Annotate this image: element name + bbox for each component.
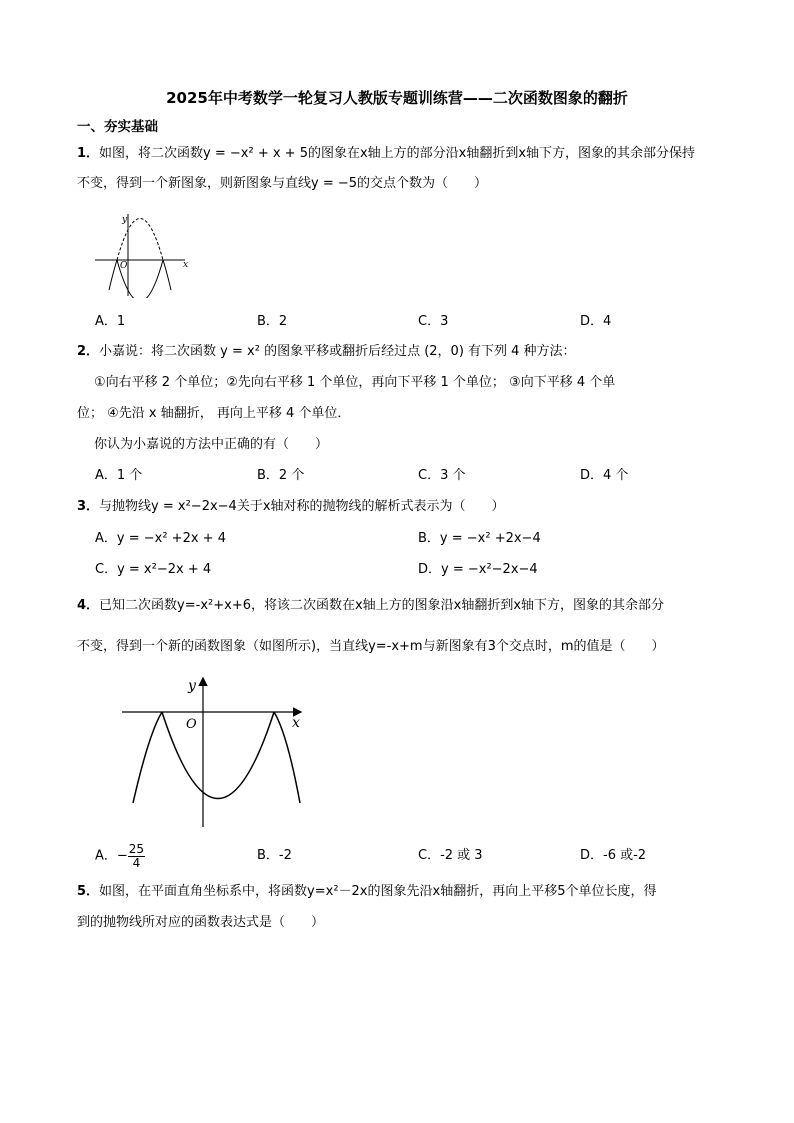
q4-option-a[interactable] bbox=[95, 843, 145, 870]
q3-option-d[interactable]: D．y = −x²−2x−4 bbox=[418, 562, 538, 577]
q1-origin-label: O bbox=[120, 261, 128, 271]
question-1-line-1 bbox=[77, 145, 695, 163]
q2-option-a[interactable]: A．1 个 bbox=[95, 468, 143, 483]
question-2-line-4: 你认为小嘉说的方法中正确的有（ ） bbox=[94, 437, 329, 452]
question-4-number: 4． bbox=[77, 598, 100, 613]
q2-option-b[interactable]: B．2 个 bbox=[257, 468, 305, 483]
question-4-line-2: 不变，得到一个新的函数图象（如图所示)，当直线y=-x+m与新图象有3个交点时，m的值是（ ） bbox=[77, 639, 665, 654]
question-5-number: 5． bbox=[77, 884, 100, 899]
q1-right-branch bbox=[163, 260, 171, 290]
q3-option-c[interactable]: C．y = x²−2x + 4 bbox=[95, 562, 212, 577]
question-5-line-2: 到的抛物线所对应的函数表达式是（ ） bbox=[77, 915, 325, 930]
question-3-number: 3． bbox=[77, 499, 100, 514]
q4-y-label: y bbox=[188, 678, 196, 694]
q3-option-b[interactable]: B．y = −x² +2x−4 bbox=[418, 531, 541, 546]
q1-option-b[interactable]: B．2 bbox=[257, 314, 288, 329]
question-1-text-1: 如图，将二次函数y = −x² + x + 5的图象在x轴上方的部分沿x轴翻折到x轴下方，图象的其余部分保持 bbox=[99, 146, 696, 161]
question-2-line-2: ①向右平移 2 个单位；②先向右平移 1 个单位，再向下平移 1 个单位； ③向下平移 4 个单 bbox=[94, 375, 616, 390]
q1-option-d[interactable]: D．4 bbox=[580, 314, 612, 329]
question-1-line-2: 不变，得到一个新图象，则新图象与直线y = −5的交点个数为（ ） bbox=[77, 176, 488, 191]
q4-option-a-fraction bbox=[128, 843, 145, 870]
q2-option-c[interactable]: C．3 个 bbox=[418, 468, 466, 483]
q4-folded-part bbox=[162, 712, 274, 799]
question-4-text-1: 已知二次函数y=-x²+x+6，将该二次函数在x轴上方的图象沿x轴翻折到x轴下方，图象的其余部分 bbox=[99, 598, 665, 613]
q4-option-b[interactable]: B．-2 bbox=[257, 848, 292, 863]
question-4-line-1 bbox=[77, 597, 664, 615]
question-2-text-1: 小嘉说：将二次函数 y = x² 的图象平移或翻折后经过点 (2，0) 有下列 4 种方法： bbox=[99, 344, 576, 359]
q4-option-d[interactable]: D．-6 或-2 bbox=[580, 848, 647, 863]
q3-option-a[interactable]: A．y = −x² +2x + 4 bbox=[95, 531, 226, 546]
q1-option-c[interactable]: C．3 bbox=[418, 314, 449, 329]
q4-origin-label: O bbox=[186, 717, 197, 732]
question-2-number: 2． bbox=[77, 344, 100, 359]
page-title: 2025年中考数学一轮复习人教版专题训练营——二次函数图象的翻折 bbox=[166, 89, 628, 107]
question-5-line-1 bbox=[77, 883, 656, 901]
q1-y-label: y bbox=[122, 215, 128, 225]
q1-option-a[interactable]: A．1 bbox=[95, 314, 126, 329]
q1-x-label: x bbox=[183, 260, 189, 270]
section-heading: 一、夯实基础 bbox=[77, 119, 158, 135]
question-5-text-1: 如图，在平面直角坐标系中，将函数y=x²－2x的图象先沿x轴翻折，再向上平移5个单位长度，得 bbox=[99, 884, 657, 899]
q4-left-branch bbox=[133, 712, 162, 803]
question-4-figure bbox=[120, 675, 305, 830]
question-3-text-1: 与抛物线y = x²−2x−4关于x轴对称的抛物线的解析式表示为（ ） bbox=[99, 499, 505, 514]
question-1-number: 1． bbox=[77, 146, 100, 161]
q4-option-a-numerator: 25 bbox=[128, 842, 145, 856]
question-3-line-1 bbox=[77, 498, 505, 516]
q2-option-d[interactable]: D．4 个 bbox=[580, 468, 629, 483]
question-1-figure bbox=[95, 210, 193, 298]
question-2-line-3: 位； ④先沿 x 轴翻折， 再向上平移 4 个单位． bbox=[77, 406, 351, 421]
q4-x-label: x bbox=[292, 715, 300, 731]
q1-left-branch bbox=[109, 260, 117, 290]
question-2-line-1 bbox=[77, 343, 576, 361]
q4-option-c[interactable]: C．-2 或 3 bbox=[418, 848, 483, 863]
q4-option-a-prefix: A．− bbox=[95, 848, 128, 864]
q4-option-a-denominator: 4 bbox=[132, 856, 141, 870]
